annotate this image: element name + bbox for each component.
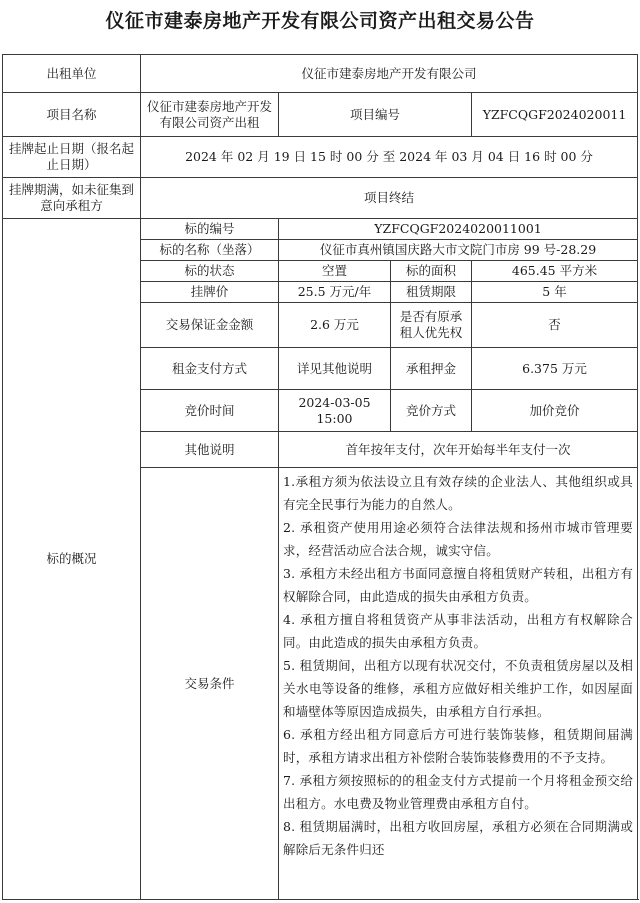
condition-item: 6. 承租方经出租方同意后方可进行装饰装修，租赁期间届满时，承租方请求出租方补偿附合装饰装修费用的不予支持。 [283,727,634,765]
expiry-label: 挂牌期满，如未征集到意向承租方 [3,178,141,219]
condition-item: 4. 承租方擅自将租赁资产从事非法活动，出租方有权解除合同。由此造成的损失由承租方负责。 [283,612,634,650]
lessor-row [3,55,638,93]
listing-period-label: 挂牌起止日期（报名起止日期） [3,137,141,178]
overview-term-value: 5 年 [472,282,638,303]
condition-item: 8. 租赁期届满时，出租方收回房屋，承租方必须在合同期满或解除后无条件归还 [283,819,634,857]
overview-area-label: 标的面积 [391,261,472,282]
overview-status-value: 空置 [279,261,391,282]
overview-other-value: 首年按年支付，次年开始每半年支付一次 [279,432,638,468]
condition-item: 1.承租方须为依法设立且有效存续的企业法人、其他组织或具有完全民事行为能力的自然人。 [283,474,634,512]
overview-bid-method-label: 竞价方式 [391,390,472,432]
condition-item: 2. 承租资产使用用途必须符合法律法规和扬州市城市管理要求，经营活动应合法合规，诚实守信。 [283,520,634,558]
overview-deposit-label: 交易保证金金额 [141,303,279,348]
overview-status-label: 标的状态 [141,261,279,282]
overview-priority-label: 是否有原承租人优先权 [391,303,472,348]
overview-label: 标的概况 [3,219,141,900]
overview-bid-time-label: 竞价时间 [141,390,279,432]
project-name-value: 仪征市建泰房地产开发有限公司资产出租 [141,93,279,137]
expiry-row [3,178,638,219]
overview-code-row [3,219,638,240]
project-code-label: 项目编号 [279,93,472,137]
condition-item: 5. 租赁期间，出租方以现有状况交付，不负责租赁房屋以及相关水电等设备的维修，承租方应做好相关维护工作，如因屋面和墙壁体等原因造成损失，由承租方自行承担。 [283,658,634,719]
overview-price-label: 挂牌价 [141,282,279,303]
overview-priority-value: 否 [472,303,638,348]
listing-period-row [3,137,638,178]
overview-payment-value: 详见其他说明 [279,348,391,390]
conditions-list [279,468,638,900]
overview-deposit-value: 2.6 万元 [279,303,391,348]
overview-code-label: 标的编号 [141,219,279,240]
expiry-value: 项目终结 [141,178,638,219]
lessor-value: 仪征市建泰房地产开发有限公司 [141,55,638,93]
project-name-label: 项目名称 [3,93,141,137]
conditions-label: 交易条件 [141,468,279,900]
overview-term-label: 租赁期限 [391,282,472,303]
overview-price-value: 25.5 万元/年 [279,282,391,303]
listing-period-value: 2024 年 02 月 19 日 15 时 00 分 至 2024 年 03 月 04 日 16 时 00 分 [141,137,638,178]
project-row [3,93,638,137]
condition-item: 7. 承租方须按照标的的租金支付方式提前一个月将租金预交给出租方。水电费及物业管理费由承租方自付。 [283,773,634,811]
overview-other-label: 其他说明 [141,432,279,468]
overview-payment-label: 租金支付方式 [141,348,279,390]
overview-name-value: 仪征市真州镇国庆路大市文院门市房 99 号-28.29 [279,240,638,261]
overview-bid-time-value: 2024-03-05 15:00 [279,390,391,432]
overview-security-value: 6.375 万元 [472,348,638,390]
condition-item: 3. 承租方未经出租方书面同意擅自将租赁财产转租，出租方有权解除合同，由此造成的损失由承租方负责。 [283,566,634,604]
overview-security-label: 承租押金 [391,348,472,390]
lessor-label: 出租单位 [3,55,141,93]
overview-code-value: YZFCQGF2024020011001 [279,219,638,240]
overview-area-value: 465.45 平方米 [472,261,638,282]
page-title: 仪征市建泰房地产开发有限公司资产出租交易公告 [105,10,535,32]
overview-bid-method-value: 加价竞价 [472,390,638,432]
project-code-value: YZFCQGF2024020011 [472,93,638,137]
announcement-table [2,54,638,900]
overview-name-label: 标的名称（坐落） [141,240,279,261]
